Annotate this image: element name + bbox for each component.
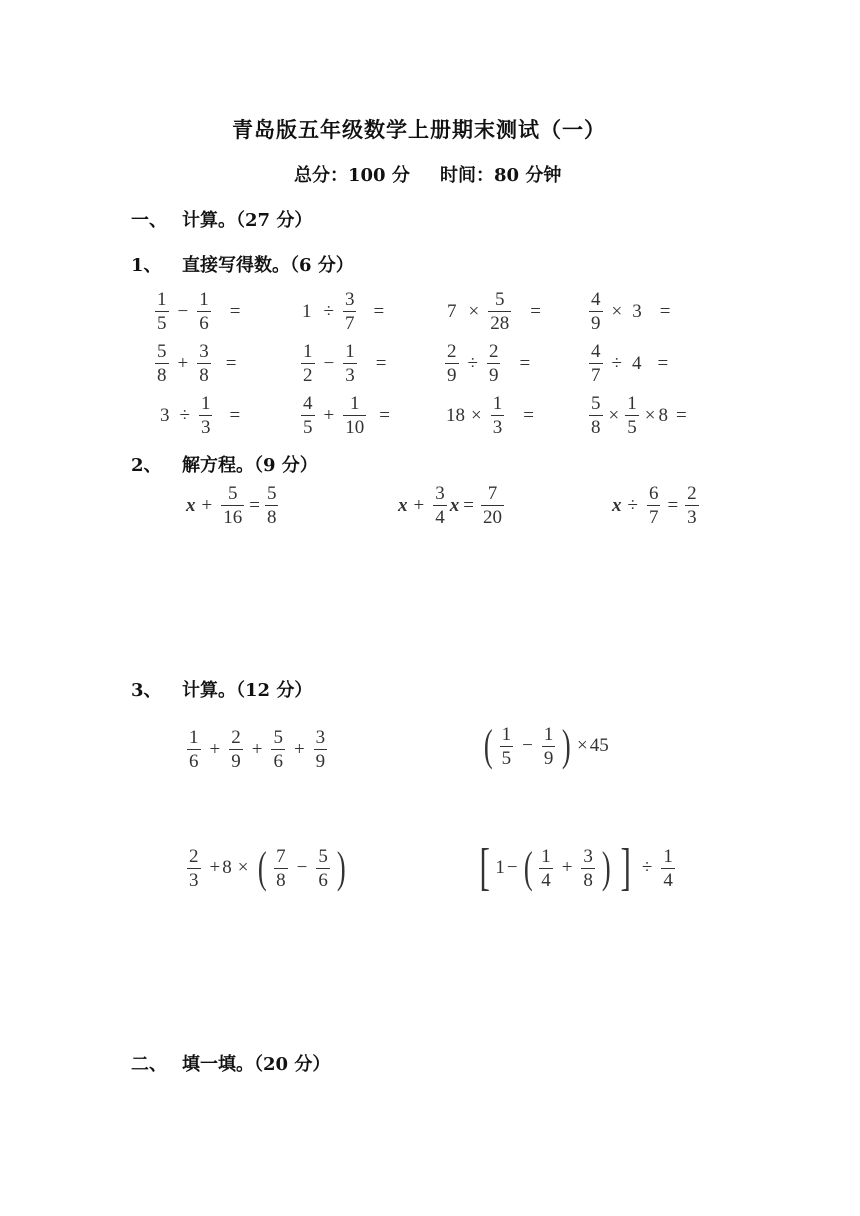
q1-r3-a: 3 ÷ $\frac{1}{3}$ = <box>160 393 241 438</box>
question-3-number: 3、 <box>131 680 162 701</box>
question-2-label: 解方程。（9 分） <box>182 455 318 476</box>
q1-r1-c: 7 × $\frac{5}{28}$ = <box>447 289 541 334</box>
q3-problem-3: $\frac{2}{3}$ + 8 × ( $\frac{7}{8}$ − $\frac{5}{6}$ ) <box>189 843 346 892</box>
page-title: 青岛版五年级数学上册期末测试（一） <box>232 117 606 142</box>
question-1-label: 直接写得数。（6 分） <box>182 255 354 276</box>
q3-problem-4: [ 1 − ( $\frac{1}{4}$ + $\frac{3}{8}$ ) ] ÷ $\frac{1}{4}$ <box>479 839 673 896</box>
q1-r1-a: $\frac{1}{5}$ − $\frac{1}{6}$ = <box>157 289 241 334</box>
question-1-number: 1、 <box>131 255 162 276</box>
q1-r2-a: $\frac{5}{8}$ + $\frac{3}{8}$ = <box>157 341 237 386</box>
q1-r2-c: $\frac{2}{9}$ ÷ $\frac{2}{9}$ = <box>447 341 531 386</box>
question-2-number: 2、 <box>131 455 162 476</box>
q1-r2-b: $\frac{1}{2}$ − $\frac{1}{3}$ = <box>303 341 387 386</box>
q3-problem-1: $\frac{1}{6}$ + $\frac{2}{9}$ + $\frac{5}{6}$ + $\frac{3}{9}$ <box>189 727 326 772</box>
q1-r1-d: $\frac{4}{9}$ × 3 = <box>591 289 671 334</box>
section-1-label: 计算。（27 分） <box>182 210 313 231</box>
question-3-label: 计算。（12 分） <box>182 680 313 701</box>
q2-equation-3: x ÷ $\frac{6}{7}$ = $\frac{2}{3}$ <box>612 483 697 528</box>
q1-r3-b: $\frac{4}{5}$ + $\frac{1}{10}$ = <box>303 393 390 438</box>
q1-r3-c: 18 × $\frac{1}{3}$ = <box>446 393 534 438</box>
q1-r2-d: $\frac{4}{7}$ ÷ 4 = <box>591 341 669 386</box>
q3-problem-2: ( $\frac{1}{5}$ − $\frac{1}{9}$ ) × 45 <box>483 721 609 770</box>
q2-equation-2: x + $\frac{3}{4}$ x = $\frac{7}{20}$ <box>398 483 502 528</box>
section-2-number: 二、 <box>131 1054 167 1075</box>
section-1-number: 一、 <box>131 210 167 231</box>
q1-r1-b: 1 ÷ $\frac{3}{7}$ = <box>302 289 385 334</box>
score-info: 总分：100 分 <box>294 165 410 186</box>
q2-equation-1: x + $\frac{5}{16}$ = $\frac{5}{8}$ <box>186 483 277 528</box>
time-info: 时间：80 分钟 <box>440 165 562 186</box>
section-2-label: 填一填。（20 分） <box>182 1054 331 1075</box>
q1-r3-d: $\frac{5}{8}$ × $\frac{1}{5}$ × 8 = <box>591 393 687 438</box>
